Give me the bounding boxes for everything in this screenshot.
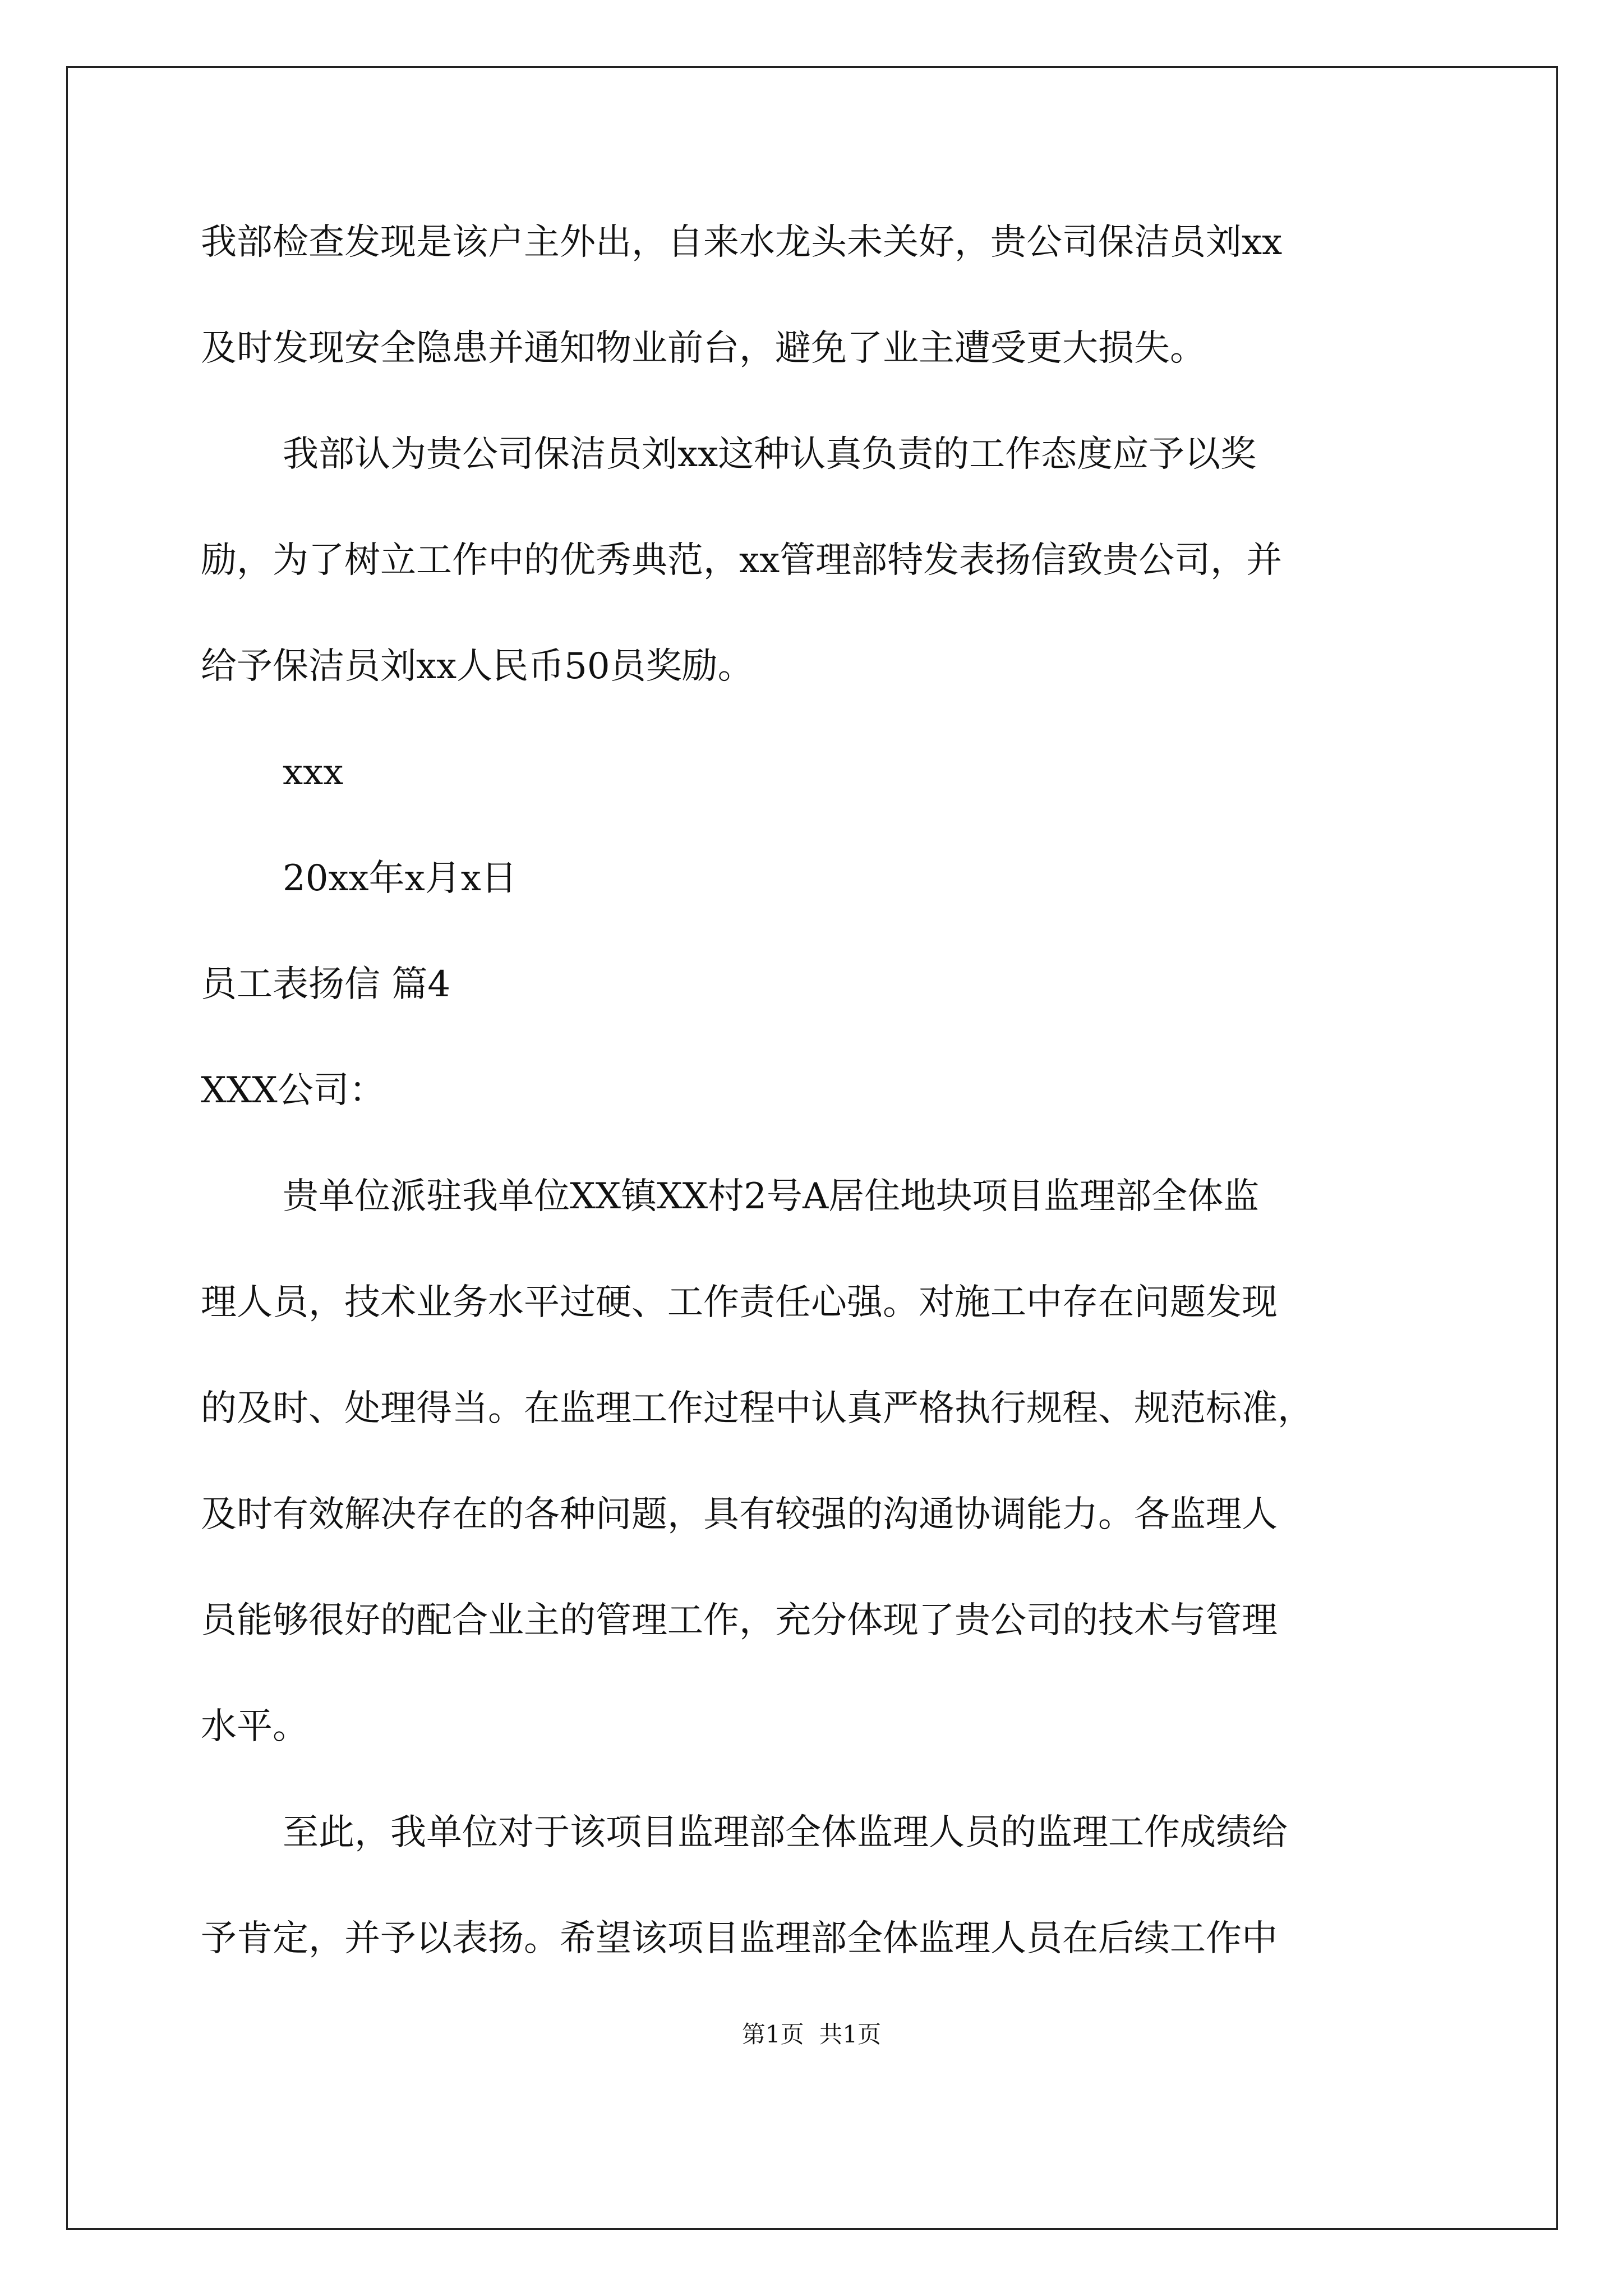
signature-date: 20xx年x月x日 — [283, 858, 517, 899]
salutation: XXX公司： — [201, 1070, 385, 1111]
text-line: 予肯定，并予以表扬。希望该项目监理部全体监理人员在后续工作中 — [201, 1918, 1278, 1959]
document-body — [201, 224, 1435, 2027]
text-line: 及时有效解决存在的各种问题，具有较强的沟通协调能力。各监理人 — [201, 1494, 1278, 1535]
text-line: 我部检查发现是该户主外出，自来水龙头未关好，贵公司保洁员刘xx — [201, 222, 1283, 263]
text-line: 及时发现安全隐患并通知物业前台，避免了业主遭受更大损失。 — [201, 328, 1206, 369]
text-line: 水平。 — [201, 1706, 308, 1747]
text-line: 给予保洁员刘xx人民币50员奖励。 — [201, 646, 754, 687]
section-title: 员工表扬信 篇4 — [201, 964, 451, 1005]
text-line: 励，为了树立工作中的优秀典范，xx管理部特发表扬信致贵公司，并 — [201, 540, 1283, 581]
signature-name: xxx — [283, 752, 344, 793]
text-line: 的及时、处理得当。在监理工作过程中认真严格执行规程、规范标准， — [201, 1388, 1313, 1429]
page-number: 第1页 共1页 — [741, 2021, 882, 2048]
text-line: 理人员，技术业务水平过硬、工作责任心强。对施工中存在问题发现 — [201, 1282, 1278, 1323]
text-line: 员能够很好的配合业主的管理工作，充分体现了贵公司的技术与管理 — [201, 1600, 1278, 1641]
text-line: 至此，我单位对于该项目监理部全体监理人员的监理工作成绩给 — [283, 1812, 1288, 1853]
text-line: 我部认为贵公司保洁员刘xx这种认真负责的工作态度应予以奖 — [283, 434, 1257, 475]
text-line: 贵单位派驻我单位XX镇XX村2号A居住地块项目监理部全体监 — [283, 1176, 1260, 1217]
